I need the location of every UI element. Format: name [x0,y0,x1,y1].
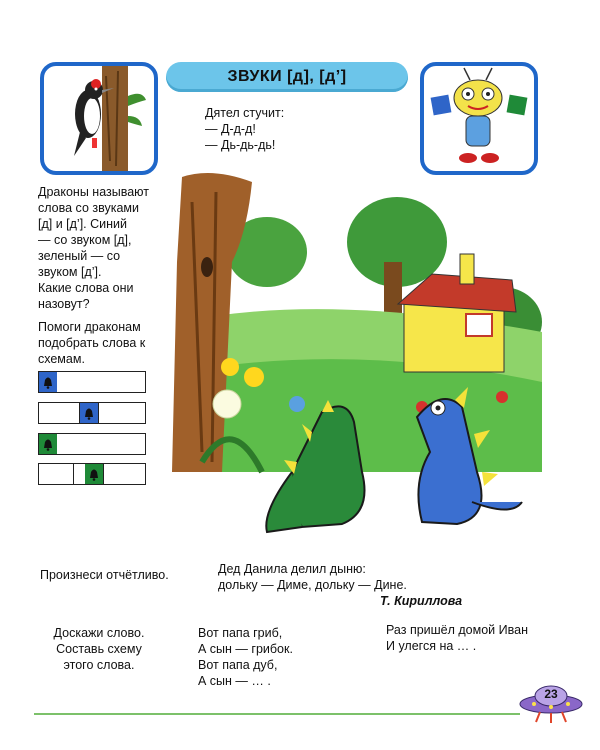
pronounce-verse: Дед Данила делил дыню: дольку — Диме, дольку — Дине. [218,562,407,592]
woodpecker-icon [44,66,154,171]
bell-icon [43,437,53,451]
page-number-badge [518,680,584,724]
woodpecker-text: Дятел стучит: — Д-д-д! — Дь-дь-дь! [205,106,285,152]
help-task-text: Помоги драконам подобрать слова к схемам. [38,320,146,366]
bell-icon [43,375,53,389]
dragons-illustration [172,172,542,544]
verse-author: Т. Кириллова [380,594,463,608]
riddle-verse-1: Вот папа гриб, А сын — грибок. Вот папа дуб, А сын — … . [198,626,293,688]
page-title: ЗВУКИ [д], [д’] [166,62,408,92]
riddle-verse-2: Раз пришёл домой Иван И улегся на … . [386,623,528,653]
bell-icon [89,467,99,481]
word-scheme-1 [38,371,146,393]
alien-icon [424,66,534,171]
woodpecker-picture [40,62,158,175]
scheme-sound-cell [85,464,103,484]
scheme-sound-cell [39,434,57,454]
pronounce-instruction: Произнеси отчётливо. [40,568,169,582]
word-scheme-3 [38,433,146,455]
word-scheme-4 [38,463,146,485]
scheme-sound-cell [39,372,57,392]
dragons-task-text: Драконы называют слова со звуками [д] и [д’]. Синий — со звуком [д], зеленый — со звуком [д’]. Какие слова они назовут? [38,185,149,311]
bell-icon [84,406,94,420]
page-number: 23 [544,687,558,701]
finish-word-instruction: Доскажи слово. Составь схему этого слова. [53,626,145,672]
alien-picture [420,62,538,175]
bottom-rule [34,713,520,715]
scheme-sound-cell [80,403,98,423]
word-scheme-2 [38,402,146,424]
